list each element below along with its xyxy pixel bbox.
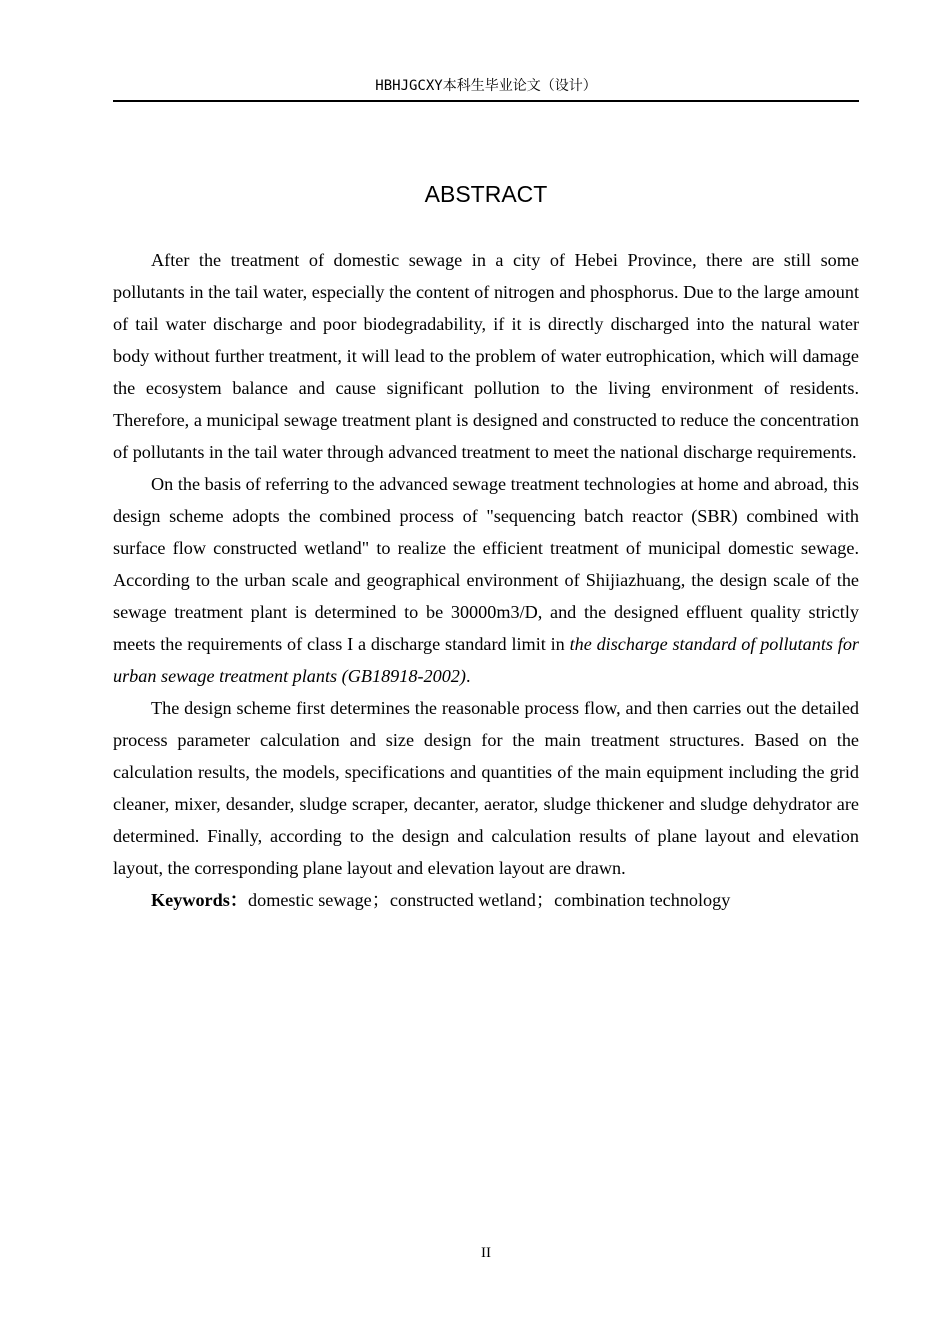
keyword-item: domestic sewage； (248, 890, 390, 910)
header-divider (113, 100, 859, 102)
abstract-body (113, 244, 859, 916)
running-header: HBHJGCXY本科生毕业论文（设计） (375, 78, 597, 94)
keyword-item: constructed wetland； (389, 890, 555, 910)
keywords-label: Keywords： (151, 890, 248, 910)
abstract-paragraph-3: The design scheme first determines the reasonable process flow, and then carries out the detailed process parameter calculation and size design for the main treatment structures. Based on the calculation results, the models, specifications and quantities of the main equipment including the grid cleaner, mixer, desander, sludge scraper, decanter, aerator, sludge thickener and sludge dehydrator are determined. Finally, according to the design and calculation results of plane layout and elevation layout, the corresponding plane layout and elevation layout are drawn. (113, 698, 859, 878)
abstract-title: ABSTRACT (424, 181, 548, 207)
page-number: II (481, 1245, 491, 1261)
standard-citation: the discharge standard of pollutants for urban sewage treatment plants (GB18918-2002) (113, 634, 859, 686)
keyword-item: combination technology (554, 890, 731, 910)
keywords-line (113, 884, 859, 916)
abstract-paragraph-2 (113, 468, 859, 692)
abstract-paragraph-1: After the treatment of domestic sewage in a city of Hebei Province, there are still some pollutants in the tail water, especially the content of nitrogen and phosphorus. Due to the large amount of tail water discharge and poor biodegradability, if it is directly discharged into the natural water body without further treatment, it will lead to the problem of water eutrophication, which will damage the ecosystem balance and cause significant pollution to the living environment of residents. Therefore, a municipal sewage treatment plant is designed and constructed to reduce the concentration of pollutants in the tail water through advanced treatment to meet the national discharge requirements. (113, 250, 859, 462)
paragraph-2-end: . (465, 666, 471, 686)
paragraph-2-text: On the basis of referring to the advanced sewage treatment technologies at home and abroad, this design scheme adopts the combined process of "sequencing batch reactor (SBR) combined with surface flow constructed wetland" to realize the efficient treatment of municipal domestic sewage. According to the urban scale and geographical environment of Shijiazhuang, the design scale of the sewage treatment plant is determined to be 30000m3/D, and the designed effluent quality strictly meets the requirements of class I a discharge standard limit in (113, 474, 859, 654)
